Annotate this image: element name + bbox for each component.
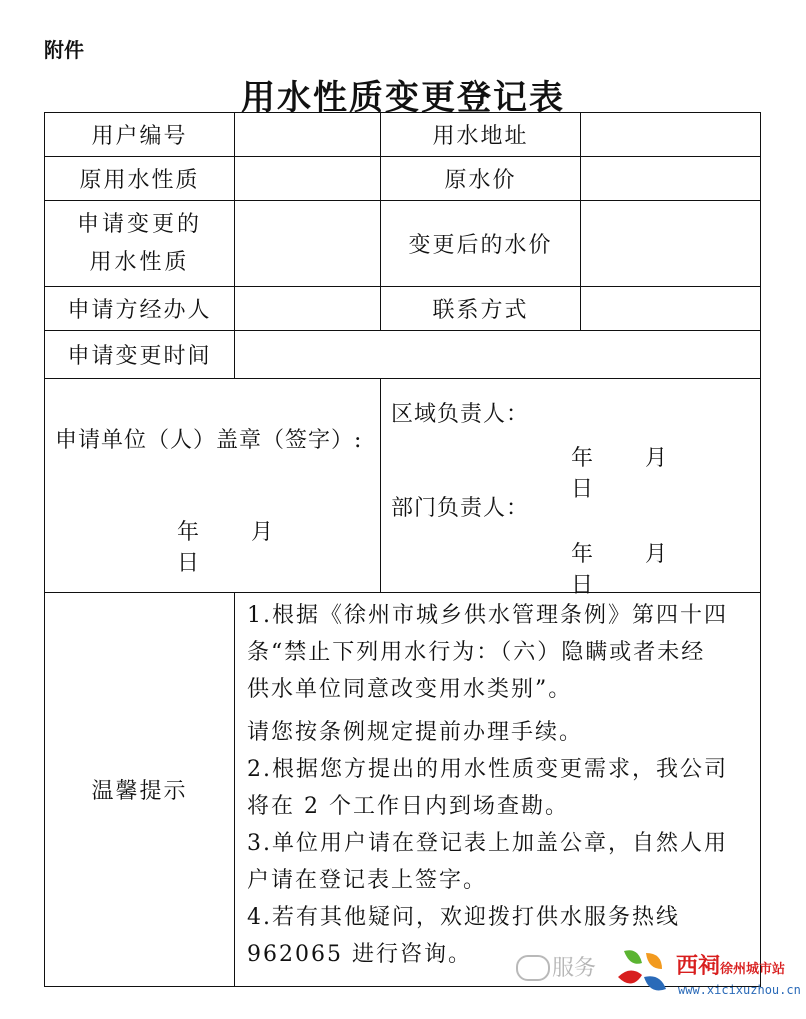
watermark-brand — [676, 949, 785, 980]
approver-signature-cell[interactable] — [381, 379, 761, 598]
watermark-brand-sub: 徐州城市站 — [720, 962, 786, 977]
year-label: 年 — [177, 520, 200, 545]
dept-head-label: 部门负责人： — [391, 496, 530, 521]
contact-field[interactable] — [581, 287, 761, 331]
row-orig-nature — [45, 157, 761, 201]
watermark-url: www.xicixuzhou.cn — [678, 983, 801, 997]
row-notes — [45, 593, 761, 987]
area-head-date — [571, 441, 760, 503]
orig-nature-field[interactable] — [235, 157, 381, 201]
year-label: 年 — [571, 542, 594, 567]
notes-label: 温馨提示 — [45, 593, 235, 987]
row-signatures — [45, 379, 761, 593]
note-line: 1.根据《徐州市城乡供水管理条例》第四十四 — [247, 603, 728, 628]
contact-label: 联系方式 — [381, 287, 581, 331]
orig-price-label: 原水价 — [381, 157, 581, 201]
apply-time-field[interactable] — [235, 331, 761, 379]
watermark-service-text: 服务 — [552, 956, 597, 981]
apply-nature-label-line2: 用水性质 — [89, 249, 190, 275]
form-title: 用水性质变更登记表 — [241, 78, 565, 118]
day-label: 日 — [177, 551, 200, 576]
row-apply-nature — [45, 201, 761, 287]
area-head-label: 区域负责人： — [391, 402, 530, 427]
day-label: 日 — [571, 573, 594, 598]
orig-price-field[interactable] — [581, 157, 761, 201]
watermark-brand-name: 西祠 — [676, 954, 721, 979]
note-line: 2.根据您方提出的用水性质变更需求，我公司 — [247, 757, 728, 782]
new-price-field[interactable] — [581, 201, 761, 287]
applicant-seal-label: 申请单位（人）盖章（签字）: — [55, 428, 363, 453]
agent-label: 申请方经办人 — [45, 287, 235, 331]
month-label: 月 — [251, 520, 274, 545]
note-line: 户请在登记表上签字。 — [247, 868, 488, 893]
year-label: 年 — [571, 446, 594, 471]
row-user-number — [45, 113, 761, 157]
watermark — [516, 943, 801, 1009]
month-label: 月 — [645, 542, 668, 567]
user-number-label: 用户编号 — [45, 113, 235, 157]
apply-nature-label-line1: 申请变更的 — [76, 211, 202, 237]
note-line: 供水单位同意改变用水类别”。 — [247, 677, 573, 702]
note-line: 962065 进行咨询。 — [247, 942, 472, 967]
attachment-label: 附件 — [44, 38, 84, 62]
row-apply-time — [45, 331, 761, 379]
address-field[interactable] — [581, 113, 761, 157]
user-number-field[interactable] — [235, 113, 381, 157]
applicant-signature-cell[interactable] — [45, 379, 381, 593]
note-line: 将在 2 个工作日内到场查勘。 — [247, 794, 569, 819]
address-label: 用水地址 — [381, 113, 581, 157]
chat-bubble-icon — [516, 955, 550, 981]
new-price-label: 变更后的水价 — [381, 201, 581, 287]
note-line: 3.单位用户请在登记表上加盖公章，自然人用 — [247, 831, 728, 856]
day-label: 日 — [571, 477, 594, 502]
apply-nature-label — [45, 201, 235, 287]
month-label: 月 — [645, 446, 668, 471]
apply-time-label: 申请变更时间 — [45, 331, 235, 379]
notes-content — [235, 593, 761, 987]
applicant-date — [177, 515, 380, 577]
dept-head-date — [571, 537, 760, 599]
row-agent — [45, 287, 761, 331]
note-line: 条“禁止下列用水行为：（六）隐瞒或者未经 — [247, 640, 706, 665]
orig-nature-label: 原用水性质 — [45, 157, 235, 201]
note-line: 请您按条例规定提前办理手续。 — [247, 720, 584, 745]
note-line: 4.若有其他疑问，欢迎拨打供水服务热线 — [247, 905, 680, 930]
agent-field[interactable] — [235, 287, 381, 331]
apply-nature-field[interactable] — [235, 201, 381, 287]
registration-form — [44, 112, 761, 987]
xici-logo-icon — [612, 943, 674, 1005]
